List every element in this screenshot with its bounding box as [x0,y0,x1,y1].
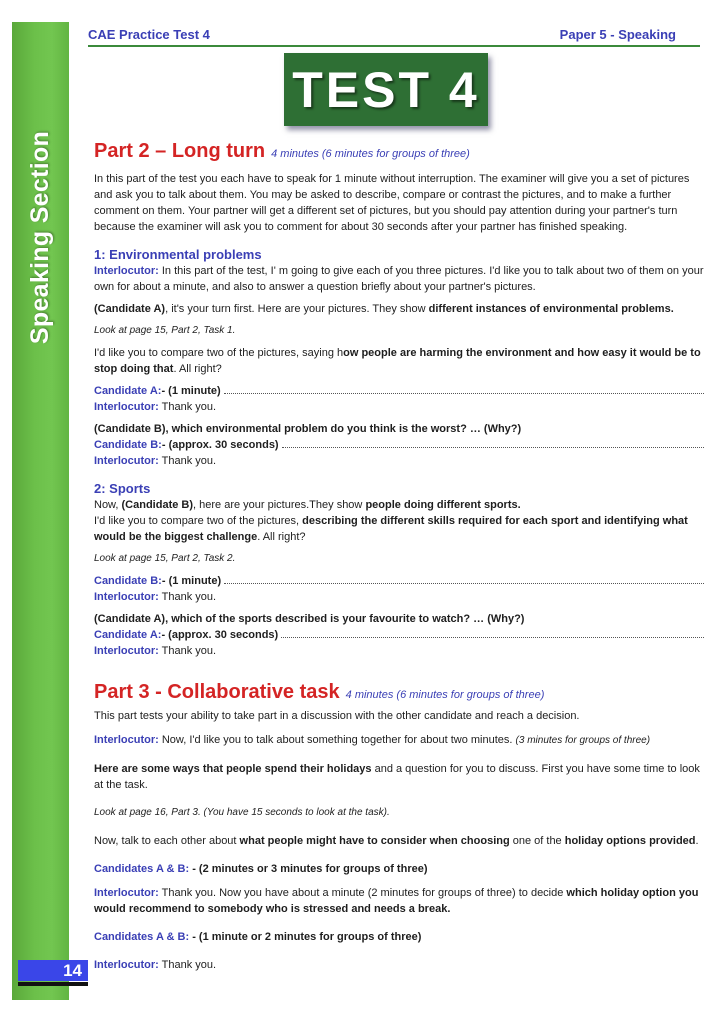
task2-heading: 2: Sports [94,481,151,496]
part3-ways: Here are some ways that people spend their holidays and a question for you to discuss. First you have some time to look at the task. [94,763,700,791]
part3-now: Now, talk to each other about what people might have to consider when choosing one of the holiday options provided. [94,835,699,847]
task1-thanks2: Interlocutor: Thank you. [94,455,217,467]
task1-look: Look at page 15, Part 2, Task 1. [94,325,236,336]
part2-timing: 4 minutes (6 minutes for groups of three) [271,148,470,160]
test-title: TEST 4 [292,61,480,118]
task2-compare: I'd like you to compare two of the pictures, describing the different skills required for each sport and identifying what would be the biggest challenge. All right? [94,515,688,543]
task1-interlocutor: Interlocutor: In this part of the test, I' m going to give each of you three pictures. I'd like you to talk about two of them on your own for about a minute, and also to answer a question briefly about your partner's pictures. [94,265,704,293]
part3-interlocutor: Interlocutor: Now, I'd like you to talk about something together for about two minutes. (3 minutes for groups of three) [94,734,651,746]
task1-thanks: Interlocutor: Thank you. [94,401,217,413]
part3-intro: This part tests your ability to take part in a discussion with the other candidate and reach a decision. [94,710,580,722]
task2-thanks2: Interlocutor: Thank you. [94,645,217,657]
page-number: 14 [18,960,88,981]
main-content [94,138,704,973]
task1-cand-a-intro: (Candidate A), it's your turn first. Here are your pictures. They show different instances of environmental problems. [94,303,674,315]
page-header [88,27,700,47]
part3-cands-1: Candidates A & B: - (2 minutes or 3 minutes for groups of three) [94,863,428,875]
part3-look: Look at page 16, Part 3. (You have 15 seconds to look at the task). [94,807,390,818]
part2-intro: In this part of the test you each have to speak for 1 minute without interruption. The examiner will give you a set of pictures and ask you to talk about them. You may be asked to describe, compare or contrast the pictures, and to make a further comment on them. Your partner will get a different set of pictures, but you should pay attention during your partner's turn because the examiner will ask you to comment for about 30 seconds after your partner has finished speaking. [94,173,690,233]
test-title-box [284,53,488,126]
header-right: Paper 5 - Speaking [559,27,676,42]
task2-thanks: Interlocutor: Thank you. [94,591,217,603]
task2-question-a: (Candidate A), which of the sports described is your favourite to watch? … (Why?) [94,613,525,625]
task2-look: Look at page 15, Part 2, Task 2. [94,553,236,564]
part2-title: Part 2 – Long turn 4 minutes (6 minutes for groups of three) [94,140,470,162]
task2-cand-a-line: Candidate A: - (approx. 30 seconds) [94,627,704,643]
part3-timing: 4 minutes (6 minutes for groups of three) [345,689,545,701]
header-left: CAE Practice Test 4 [88,27,210,42]
part3-final-thanks: Interlocutor: Thank you. [94,959,217,971]
task2-cand-b-line: Candidate B: - (1 minute) [94,573,704,589]
section-label: Speaking Section [26,130,54,345]
task1-cand-a-line: Candidate A: - (1 minute) [94,383,704,399]
part3-title: Part 3 - Collaborative task 4 minutes (6 minutes for groups of three) [94,681,545,703]
task1-question-b: (Candidate B), which environmental problem do you think is the worst? … (Why?) [94,423,522,435]
task2-intro: Now, (Candidate B), here are your pictures.They show people doing different sports. [94,499,521,511]
part3-cands-2: Candidates A & B: - (1 minute or 2 minutes for groups of three) [94,931,422,943]
part3-decide: Interlocutor: Thank you. Now you have about a minute (2 minutes for groups of three) to decide which holiday option you would recommend to somebody who is stressed and needs a break. [94,887,699,915]
page-number-underline [18,982,88,986]
task1-heading: 1: Environmental problems [94,247,262,262]
task1-compare: I'd like you to compare two of the pictures, saying how people are harming the environment and how easy it would be to stop doing that. All right? [94,347,701,375]
task1-cand-b-line: Candidate B: - (approx. 30 seconds) [94,437,704,453]
